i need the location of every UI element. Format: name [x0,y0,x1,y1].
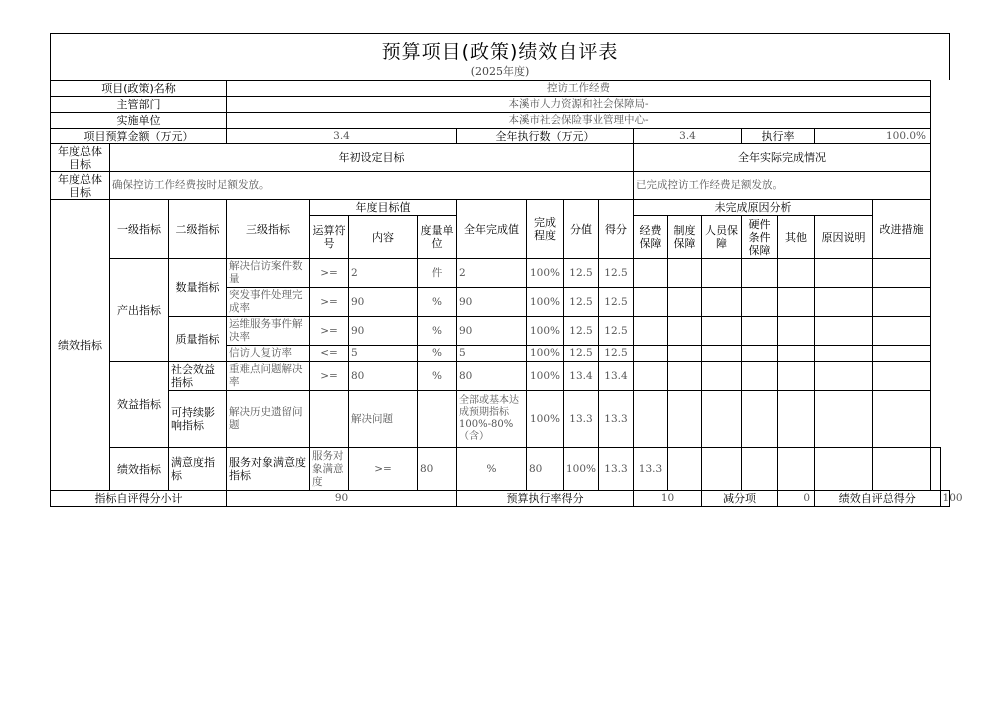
empty-cell [668,448,702,491]
indicator-got: 12.5 [599,259,634,288]
empty-cell [778,448,815,491]
indicator-content: 80 [349,362,418,391]
indicator-content: 2 [349,259,418,288]
empty-cell [873,317,931,346]
empty-cell [702,362,742,391]
budget-label: 项目预算金额（万元） [51,129,227,144]
empty-cell [873,288,931,317]
budget-value: 3.4 [227,129,457,144]
unit-label: 实施单位 [51,113,227,129]
indicator-unit: % [418,362,457,391]
indicator-unit [418,391,457,448]
indicator-score: 12.5 [564,317,599,346]
reason-group-header: 未完成原因分析 [634,200,873,216]
empty-cell [634,259,668,288]
perf-indicators-label: 绩效指标 [51,200,110,491]
perf-indicators-label-2: 绩效指标 [110,448,169,491]
indicator-score: 12.5 [564,288,599,317]
indicator-actual: 5 [457,346,527,362]
indicator-op: >= [310,362,349,391]
goal-label: 年度总体目标 [51,144,110,172]
empty-cell [668,259,702,288]
content-header: 内容 [349,216,418,259]
evaluation-sheet [50,33,963,507]
empty-cell [815,288,873,317]
empty-cell [634,346,668,362]
indicator-degree: 100% [527,259,564,288]
indicator-got: 12.5 [599,288,634,317]
indicator-actual: 全部或基本达成预期指标100%-80%（含） [457,391,527,448]
indicator-name: 突发事件处理完成率 [227,288,310,317]
sustain-indicator: 可持续影响指标 [169,391,227,448]
indicator-name: 重难点问题解决率 [227,362,310,391]
indicator-got: 12.5 [599,317,634,346]
goal-actual-header: 全年实际完成情况 [634,144,931,172]
empty-cell [702,448,742,491]
goal-actual-text: 已完成控访工作经费足额发放。 [634,172,931,200]
project-name-label: 项目(政策)名称 [51,81,227,97]
indicator-content: 90 [349,317,418,346]
deduct-label: 减分项 [702,491,778,507]
indicator-op: >= [310,288,349,317]
empty-cell [668,346,702,362]
empty-cell [778,259,815,288]
indicator-name: 解决历史遗留问题 [227,391,310,448]
indicator-op: <= [310,346,349,362]
empty-cell [702,288,742,317]
empty-cell [742,288,778,317]
indicator-content: 80 [418,448,457,491]
empty-cell [931,448,940,491]
empty-cell [668,362,702,391]
budget-score-label: 预算执行率得分 [457,491,634,507]
level3-header: 三级指标 [227,200,310,259]
indicator-name: 服务对象满意度 [310,448,349,491]
benefit-indicator: 效益指标 [110,362,169,448]
score-header: 分值 [564,200,599,259]
indicator-degree: 100% [527,288,564,317]
reason-system-header: 制度保障 [668,216,702,259]
indicator-got: 13.3 [634,448,668,491]
indicator-score: 12.5 [564,346,599,362]
rate-label: 执行率 [742,129,815,144]
unit-value: 本溪市社会保险事业管理中心- [227,113,931,129]
indicator-unit: 件 [418,259,457,288]
empty-cell [634,362,668,391]
dept-value: 本溪市人力资源和社会保障局- [227,97,931,113]
indicator-op: >= [310,259,349,288]
empty-cell [702,346,742,362]
improve-header: 改进措施 [873,200,931,259]
unit-header: 度量单位 [418,216,457,259]
indicator-op: >= [349,448,418,491]
reason-hardware-header: 硬件条件保障 [742,216,778,259]
indicator-score: 13.4 [564,362,599,391]
indicator-name: 信访人复访率 [227,346,310,362]
total-score-value: 100 [940,491,949,507]
level1-header: 一级指标 [110,200,169,259]
indicator-score: 13.3 [564,391,599,448]
indicator-degree: 100% [527,317,564,346]
completion-header: 完成程度 [527,200,564,259]
empty-cell [873,259,931,288]
indicator-score: 12.5 [564,259,599,288]
quality-indicator: 质量指标 [169,317,227,362]
indicator-degree: 100% [564,448,599,491]
empty-cell [815,346,873,362]
empty-cell [742,259,778,288]
empty-cell [742,317,778,346]
empty-cell [815,362,873,391]
empty-cell [668,317,702,346]
self-score-label: 指标自评得分小计 [51,491,227,507]
goal-set-header: 年初设定目标 [110,144,634,172]
empty-cell [742,391,778,448]
indicator-actual: 90 [457,288,527,317]
empty-cell [815,317,873,346]
output-indicator: 产出指标 [110,259,169,362]
social-benefit-indicator: 社会效益指标 [169,362,227,391]
indicator-name: 运维服务事件解决率 [227,317,310,346]
budget-score-value: 10 [634,491,702,507]
reason-staff-header: 人员保障 [702,216,742,259]
goal-label-2: 年度总体目标 [51,172,110,200]
indicator-content: 解决问题 [349,391,418,448]
indicator-degree: 100% [527,391,564,448]
indicator-op [310,391,349,448]
empty-cell [873,391,931,448]
exec-label: 全年执行数（万元） [457,129,634,144]
indicator-unit: % [418,288,457,317]
indicator-got: 12.5 [599,346,634,362]
empty-cell [778,346,815,362]
indicator-got: 13.4 [599,362,634,391]
indicator-unit: % [418,346,457,362]
indicator-actual: 2 [457,259,527,288]
indicator-score: 13.3 [599,448,634,491]
service-sat-indicator: 服务对象满意度指标 [227,448,310,491]
empty-cell [702,259,742,288]
empty-cell [742,362,778,391]
year-subtitle: (2025年度) [470,65,530,78]
total-score-label: 绩效自评总得分 [815,491,941,507]
indicator-unit: % [457,448,527,491]
empty-cell [815,259,873,288]
empty-cell [634,288,668,317]
rate-value: 100.0% [815,129,931,144]
level2-header: 二级指标 [169,200,227,259]
indicator-actual: 80 [457,362,527,391]
indicator-actual: 90 [457,317,527,346]
empty-cell [873,362,931,391]
empty-cell [634,391,668,448]
empty-cell [702,317,742,346]
indicator-degree: 100% [527,346,564,362]
goal-set-text: 确保控访工作经费按时足额发放。 [110,172,634,200]
empty-cell [778,317,815,346]
indicator-unit: % [418,317,457,346]
deduct-value: 0 [778,491,815,507]
indicator-got: 13.3 [599,391,634,448]
indicator-content: 90 [349,288,418,317]
operator-header: 运算符号 [310,216,349,259]
empty-cell [742,448,778,491]
empty-cell [702,391,742,448]
got-header: 得分 [599,200,634,259]
empty-cell [742,346,778,362]
empty-cell [815,448,873,491]
empty-cell [634,317,668,346]
indicator-actual: 80 [527,448,564,491]
quantity-indicator: 数量指标 [169,259,227,317]
evaluation-table [50,80,963,507]
empty-cell [778,362,815,391]
reason-funding-header: 经费保障 [634,216,668,259]
dept-label: 主管部门 [51,97,227,113]
empty-cell [668,391,702,448]
page-title: 预算项目(政策)绩效自评表 [381,41,619,63]
project-name-value: 控访工作经费 [227,81,931,97]
empty-cell [668,288,702,317]
reason-note-header: 原因说明 [815,216,873,259]
self-score-value: 90 [227,491,457,507]
empty-cell [873,448,931,491]
empty-cell [873,346,931,362]
exec-value: 3.4 [634,129,742,144]
empty-cell [815,391,873,448]
indicator-degree: 100% [527,362,564,391]
annual-target-header: 年度目标值 [310,200,457,216]
indicator-name: 解决信访案件数量 [227,259,310,288]
full-year-header: 全年完成值 [457,200,527,259]
empty-cell [778,391,815,448]
title-box [50,33,950,80]
indicator-op: >= [310,317,349,346]
satisfaction-indicator: 满意度指标 [169,448,227,491]
empty-cell [778,288,815,317]
reason-other-header: 其他 [778,216,815,259]
indicator-content: 5 [349,346,418,362]
